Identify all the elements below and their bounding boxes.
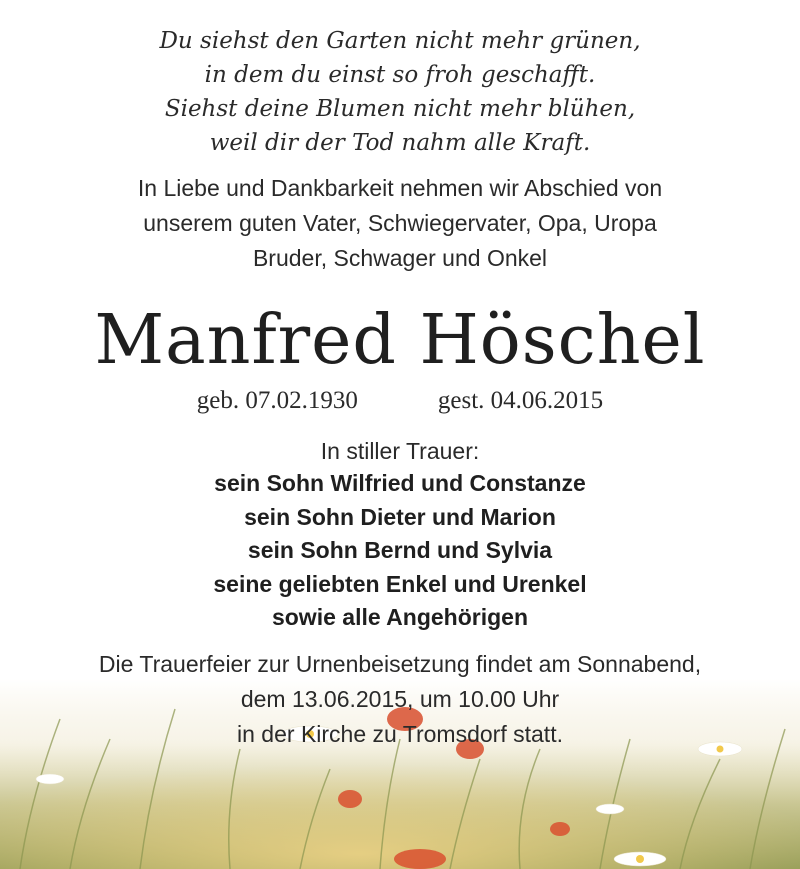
farewell-line: unserem guten Vater, Schwiegervater, Opa, Uropa (143, 210, 657, 236)
deceased-name: Manfred Höschel (94, 301, 706, 380)
mourner-line: sein Sohn Wilfried und Constanze (214, 470, 586, 496)
service-line: dem 13.06.2015, um 10.00 Uhr (240, 686, 560, 712)
mourner-line: sein Sohn Bernd und Sylvia (247, 537, 553, 563)
poem-line: weil dir der Tod nahm alle Kraft. (209, 130, 591, 156)
poem-line: Du siehst den Garten nicht mehr grünen, (159, 28, 641, 54)
mourners-list (0, 467, 800, 635)
poem-line: in dem du einst so froh geschafft. (204, 62, 596, 88)
farewell-line: In Liebe und Dankbarkeit nehmen wir Abschied von (137, 175, 663, 201)
farewell-text (0, 171, 800, 276)
mourner-line: seine geliebten Enkel und Urenkel (213, 570, 587, 597)
service-line: in der Kirche zu Tromsdorf statt. (237, 721, 563, 747)
birth-date: geb. 07.02.1930 (196, 387, 358, 414)
death-date: gest. 04.06.2015 (437, 387, 604, 414)
funeral-service-info (0, 647, 800, 752)
mourner-line: sein Sohn Dieter und Marion (244, 503, 556, 530)
mourner-line: sowie alle Angehörigen (271, 604, 529, 630)
mourning-label: In stiller Trauer: (320, 438, 480, 464)
service-line: Die Trauerfeier zur Urnenbeisetzung findet am Sonnabend, (98, 651, 702, 677)
farewell-line: Bruder, Schwager und Onkel (252, 245, 548, 271)
poem (0, 24, 800, 160)
poem-line: Siehst deine Blumen nicht mehr blühen, (164, 96, 636, 122)
life-dates (0, 384, 800, 418)
